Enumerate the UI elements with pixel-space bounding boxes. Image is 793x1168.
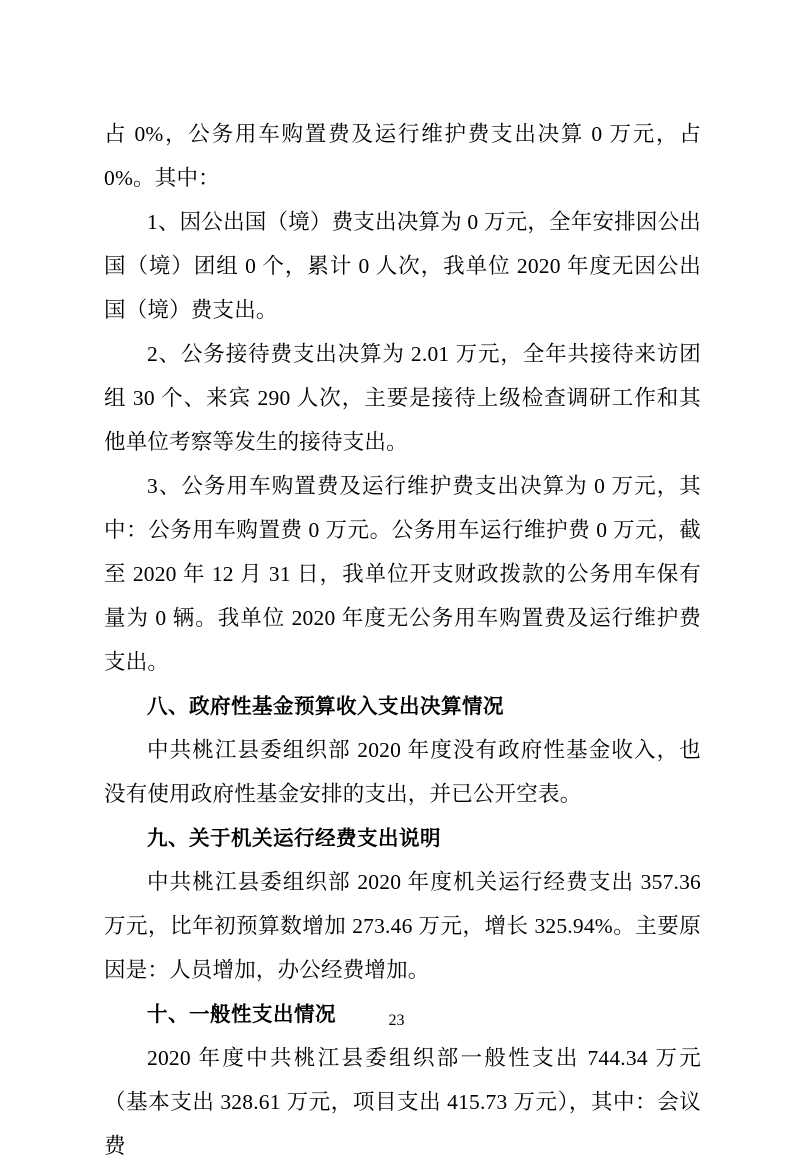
page-number: 23 xyxy=(388,1012,405,1029)
document-body xyxy=(104,112,701,1168)
paragraph-item-1-overseas: 1、因公出国（境）费支出决算为 0 万元，全年安排因公出国（境）团组 0 个，累计 0 人次，我单位 2020 年度无因公出国（境）费支出。 xyxy=(104,210,701,322)
paragraph-section-9-body: 中共桃江县委组织部 2020 年度机关运行经费支出 357.36 万元，比年初预算数增加 273.46 万元，增长 325.94%。主要原因是：人员增加，办公经费增加。 xyxy=(104,870,701,982)
heading-section-nine: 九、关于机关运行经费支出说明 xyxy=(147,826,441,850)
heading-section-ten: 十、一般性支出情况 xyxy=(147,1002,336,1026)
paragraph-section-8-body: 中共桃江县委组织部 2020 年度没有政府性基金收入，也没有使用政府性基金安排的支出，并已公开空表。 xyxy=(104,738,701,806)
paragraph-item-3-vehicle: 3、公务用车购置费及运行维护费支出决算为 0 万元，其中：公务用车购置费 0 万元。公务用车运行维护费 0 万元，截至 2020 年 12 月 31 日，我单位开支财政拨款的公务用车保有量为 0 辆。我单位 2020 年度无公务用车购置费及运行维护费支出。 xyxy=(104,474,701,674)
heading-section-eight: 八、政府性基金预算收入支出决算情况 xyxy=(147,694,504,718)
paragraph-continued-expenditure: 占 0%，公务用车购置费及运行维护费支出决算 0 万元，占 0%。其中： xyxy=(104,122,701,190)
paragraph-section-10-body: 2020 年度中共桃江县委组织部一般性支出 744.34 万元（基本支出 328.61 万元，项目支出 415.73 万元），其中：会议费 xyxy=(104,1046,701,1158)
paragraph-item-2-reception: 2、公务接待费支出决算为 2.01 万元，全年共接待来访团组 30 个、来宾 290 人次，主要是接待上级检查调研工作和其他单位考察等发生的接待支出。 xyxy=(104,342,701,454)
